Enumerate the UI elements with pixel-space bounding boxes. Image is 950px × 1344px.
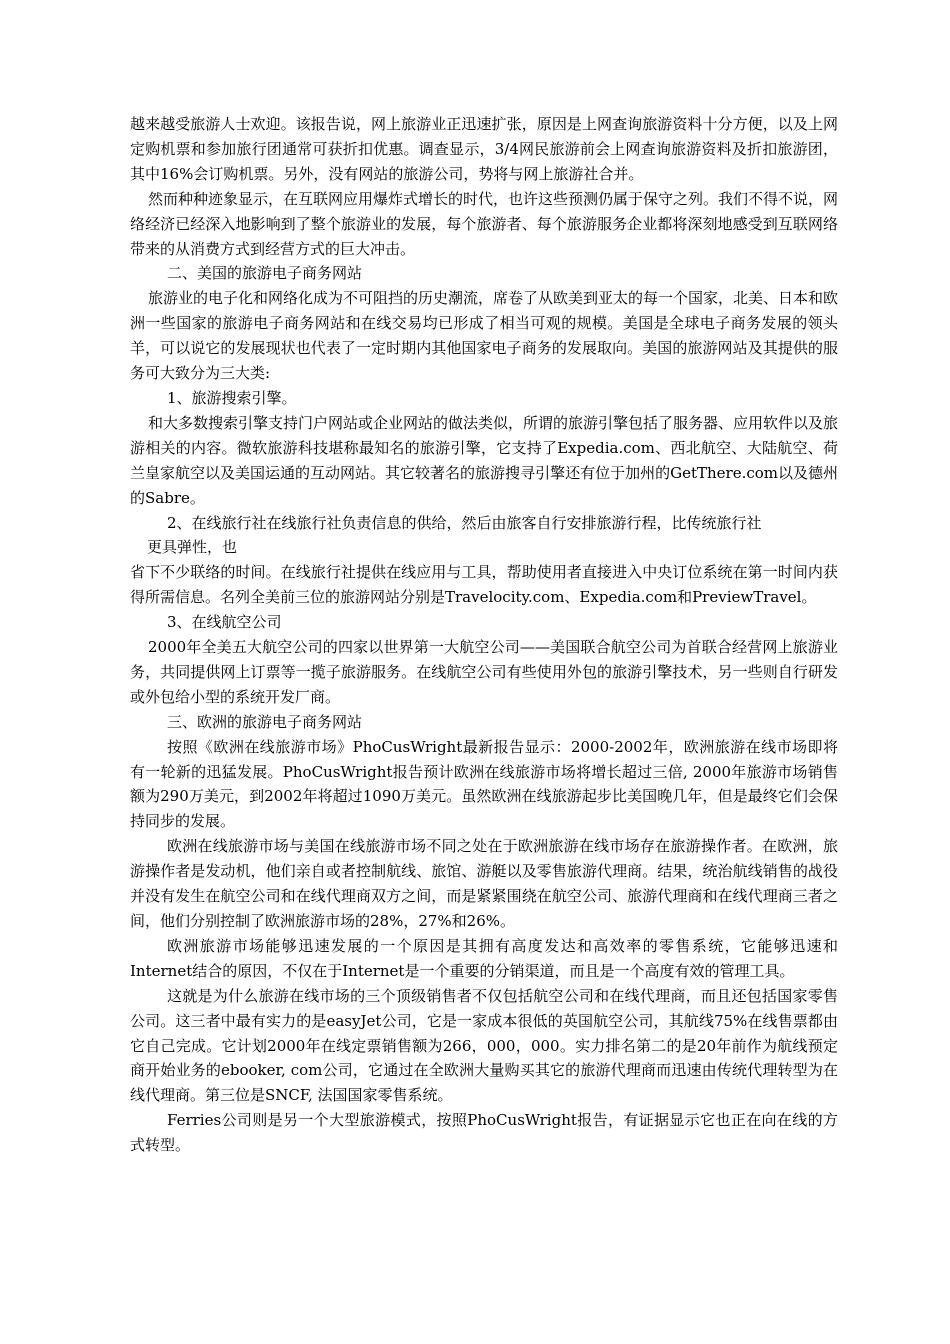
paragraph: 欧洲在线旅游市场与美国在线旅游市场不同之处在于欧洲旅游在线市场存在旅游操作者。在欧洲，旅游操作者是发动机，他们亲自或者控制航线、旅馆、游艇以及零售旅游代理商。结果，统治航线销售的战役并没有发生在航空公司和在线代理商双方之间，而是紧紧围绕在航空公司、旅游代理商和在线代理商三者之间，他们分别控制了欧洲旅游市场的28%，27%和26%。 (130, 837, 838, 930)
paragraph: 然而种种迹象显示，在互联网应用爆炸式增长的时代，也许这些预测仍属于保守之列。我们不得不说，网络经济已经深入地影响到了整个旅游业的发展，每个旅游者、每个旅游服务企业都将深刻地感受到互联网络带来的从消费方式到经营方式的巨大冲击。 (130, 189, 839, 258)
subheading-online-airline: 3、在线航空公司 (167, 613, 282, 632)
section-heading-europe: 三、欧洲的旅游电子商务网站 (167, 712, 363, 731)
section-heading-usa: 二、美国的旅游电子商务网站 (167, 264, 363, 283)
paragraph: 越来越受旅游人士欢迎。该报告说，网上旅游业正迅速扩张，原因是上网查询旅游资料十分方便，以及上网定购机票和参加旅行团通常可获折扣优惠。调查显示，3/4网民旅游前会上网查询旅游资料及折扣旅游团，其中16%会订购机票。另外，没有网站的旅游公司，势将与网上旅游社合并。 (130, 115, 838, 183)
paragraph: 按照《欧洲在线旅游市场》PhoCusWright最新报告显示：2000-2002年，欧洲旅游在线市场即将有一轮新的迅猛发展。PhoCusWright报告预计欧洲在线旅游市场将增长超过三倍, 2000年旅游市场销售额为290万美元，到2002年将超过1090万美元。虽然欧洲在线旅游起步比美国晚几年，但是最终它们会保持同步的发展。 (130, 737, 838, 831)
paragraph: 和大多数搜索引擎支持门户网站或企业网站的做法类似，所谓的旅游引擎包括了服务器、应用软件以及旅游相关的内容。微软旅游科技堪称最知名的旅游引擎，它支持了Expedia.com、西北航空、大陆航空、荷兰皇家航空以及美国运通的互动网站。其它较著名的旅游搜寻引擎还有位于加州的GetThere.com以及德州的Sabre。 (130, 413, 839, 507)
paragraph: Ferries公司则是另一个大型旅游模式，按照PhoCusWright报告，有证据显示它也正在向在线的方式转型。 (130, 1111, 838, 1155)
paragraph: 2000年全美五大航空公司的四家以世界第一大航空公司——美国联合航空公司为首联合经营网上旅游业务，共同提供网上订票等一揽子旅游服务。在线航空公司有些使用外包的旅游引擎技术，另一些则自行研发或外包给小型的系统开发厂商。 (130, 638, 838, 706)
document-body (130, 112, 838, 1158)
paragraph-fragment: 更具弹性，也 (147, 538, 238, 557)
paragraph: 省下不少联络的时间。在线旅行社提供在线应用与工具，帮助使用者直接进入中央订位系统在第一时间内获得所需信息。名列全美前三位的旅游网站分别是Travelocity.com、Expedia.com和PreviewTravel。 (130, 563, 838, 607)
subheading-search-engine: 1、旅游搜索引擎。 (167, 388, 297, 407)
paragraph: 旅游业的电子化和网络化成为不可阻挡的历史潮流，席卷了从欧美到亚太的每一个国家，北美、日本和欧洲一些国家的旅游电子商务网站和在线交易均已形成了相当可观的规模。美国是全球电子商务发展的领头羊，可以说它的发展现状也代表了一定时期内其他国家电子商务的发展取向。美国的旅游网站及其提供的服务可大致分为三大类: (130, 289, 839, 383)
paragraph: 这就是为什么旅游在线市场的三个顶级销售者不仅包括航空公司和在线代理商，而且还包括国家零售公司。这三者中最有实力的是easyJet公司，它是一家成本很低的英国航空公司，其航线75%在线售票都由它自己完成。它计划2000年在线定票销售额为266，000，000。实力排名第二的是20年前作为航线预定商开始业务的ebooker, com公司，它通过在全欧洲大量购买其它的旅游代理商而迅速由传统代理转型为在线代理商。第三位是SNCF, 法国国家零售系统。 (130, 986, 838, 1105)
paragraph: 欧洲旅游市场能够迅速发展的一个原因是其拥有高度发达和高效率的零售系统，它能够迅速和Internet结合的原因，不仅在于Internet是一个重要的分销渠道，而且是一个高度有效的管理工具。 (130, 936, 838, 980)
subheading-online-agency: 2、在线旅行社在线旅行社负责信息的供给，然后由旅客自行安排旅游行程，比传统旅行社 (167, 513, 762, 532)
